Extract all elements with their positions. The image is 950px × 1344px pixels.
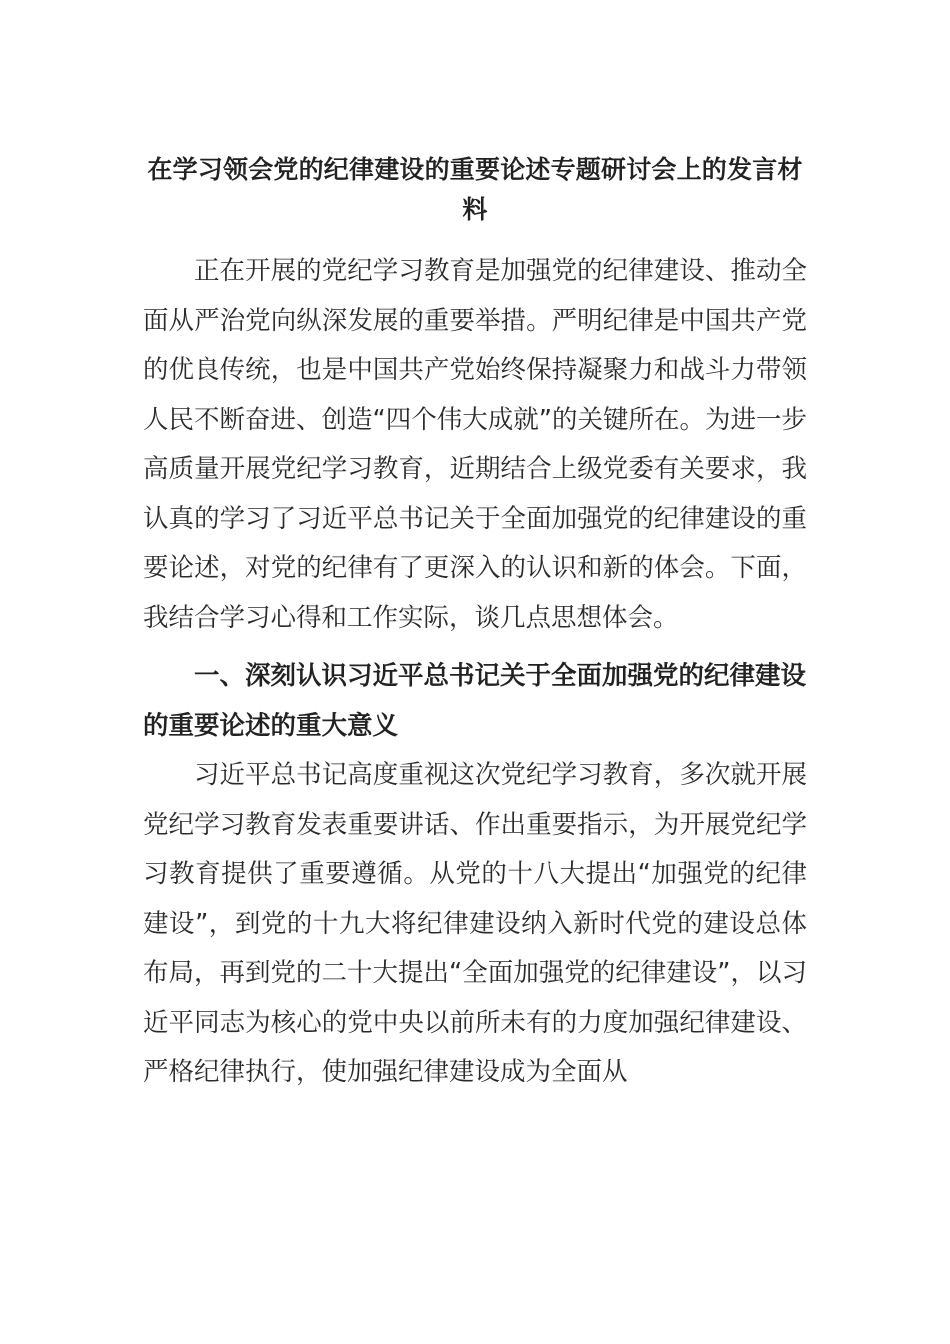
document-page [143,150,807,1098]
section-1-heading: 一、深刻认识习近平总书记关于全面加强党的纪律建设的重要论述的重大意义 [143,661,807,741]
intro-paragraph: 正在开展的党纪学习教育是加强党的纪律建设、推动全面从严治党向纵深发展的重要举措。严明纪律是中国共产党的优良传统，也是中国共产党始终保持凝聚力和战斗力带领人民不断奋进、创造“四个伟大成就”的关键所在。为进一步高质量开展党纪学习教育，近期结合上级党委有关要求，我认真的学习了习近平总书记关于全面加强党的纪律建设的重要论述，对党的纪律有了更深入的认识和新的体会。下面，我结合学习心得和工作实际，谈几点思想体会。 [143,256,807,633]
document-title: 在学习领会党的纪律建设的重要论述专题研讨会上的发言材料 [147,155,803,224]
section-1-paragraph: 习近平总书记高度重视这次党纪学习教育，多次就开展党纪学习教育发表重要讲话、作出重要指示，为开展党纪学习教育提供了重要遵循。从党的十八大提出“加强党的纪律建设”，到党的十九大将纪律建设纳入新时代党的建设总体布局，再到党的二十大提出“全面加强党的纪律建设”，以习近平同志为核心的党中央以前所未有的力度加强纪律建设、严格纪律执行，使加强纪律建设成为全面从 [143,760,807,1087]
